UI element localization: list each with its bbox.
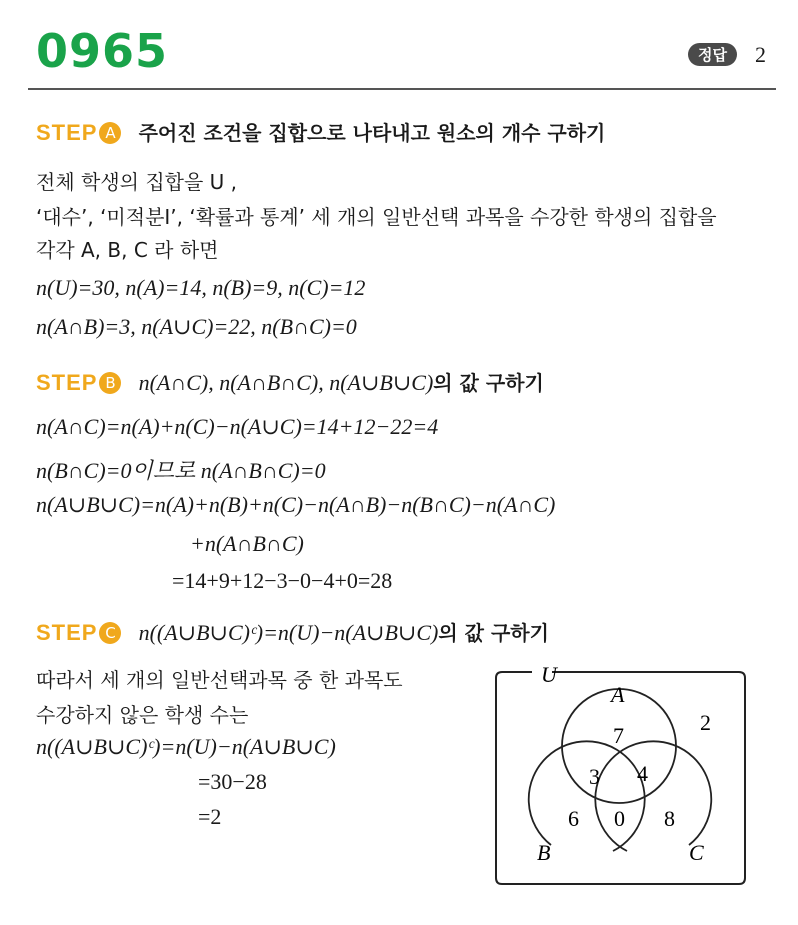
step-b-title-math: n(A∩C), n(A∩B∩C), n(A∪B∪C)	[138, 370, 434, 395]
step-a-line3: 각각 A, B, C 라 하면	[36, 238, 219, 262]
step-b-label: STEP	[36, 370, 98, 395]
problem-number: 0965	[36, 24, 169, 78]
step-c-eq2: =30−28	[198, 769, 267, 794]
step-a-eq2: n(A∩B)=3, n(A∪C)=22, n(B∩C)=0	[36, 314, 357, 339]
circle-b	[529, 741, 645, 851]
region-a-and-b: 3	[589, 764, 600, 789]
step-c-line1: 따라서 세 개의 일반선택과목 중 한 과목도	[36, 668, 403, 692]
region-only-a: 7	[613, 723, 624, 748]
header-divider	[28, 88, 776, 90]
region-only-b: 6	[568, 806, 579, 831]
step-b-eq1: n(A∩C)=n(A)+n(C)−n(A∪C)=14+12−22=4	[36, 414, 439, 439]
region-a-and-c: 4	[637, 761, 648, 786]
set-b-label: B	[537, 840, 551, 865]
region-b-and-c: 0	[614, 806, 625, 831]
step-a-eq1: n(U)=30, n(A)=14, n(B)=9, n(C)=12	[36, 275, 366, 300]
region-outside: 2	[700, 710, 711, 735]
step-c-letter-icon: C	[99, 622, 121, 644]
step-a-letter-icon: A	[99, 122, 121, 144]
step-b-eq4: +n(A∩B∩C)	[190, 531, 304, 556]
step-a-heading	[36, 117, 605, 146]
circle-c	[595, 741, 711, 851]
step-c-line2: 수강하지 않은 학생 수는	[36, 703, 249, 727]
answer-badge: 정답	[688, 43, 737, 66]
step-c-eq3: =2	[198, 804, 222, 829]
step-b-title-suffix: 의 값 구하기	[433, 371, 544, 395]
step-b-eq2: n(B∩C)=0이므로 n(A∩B∩C)=0	[36, 458, 326, 483]
step-a-title: 주어진 조건을 집합으로 나타내고 원소의 개수 구하기	[138, 121, 606, 145]
step-b-eq3: n(A∪B∪C)=n(A)+n(B)+n(C)−n(A∩B)−n(B∩C)−n(A∩C)	[36, 492, 556, 517]
step-a-line1: 전체 학생의 집합을 U ,	[36, 170, 237, 194]
step-c-title-math: n((A∪B∪C)ᶜ)=n(U)−n(A∪B∪C)	[138, 620, 439, 645]
set-c-label: C	[689, 840, 704, 865]
step-b-eq5: =14+9+12−3−0−4+0=28	[172, 568, 393, 593]
venn-diagram	[480, 660, 770, 900]
step-a-label: STEP	[36, 120, 98, 145]
universe-label: U	[541, 662, 557, 687]
step-c-label: STEP	[36, 620, 98, 645]
step-b-letter-icon: B	[99, 372, 121, 394]
step-c-title-suffix: 의 값 구하기	[438, 621, 549, 645]
step-c-heading	[36, 617, 549, 646]
answer-value: 2	[755, 42, 766, 67]
step-c-eq1: n((A∪B∪C)ᶜ)=n(U)−n(A∪B∪C)	[36, 734, 336, 759]
region-only-c: 8	[664, 806, 675, 831]
step-b-heading	[36, 367, 544, 396]
step-a-line2: ‘대수’, ‘미적분Ⅰ’, ‘확률과 통계’ 세 개의 일반선택 과목을 수강한 학생의 집합을	[36, 205, 717, 229]
set-a-label: A	[611, 682, 625, 707]
